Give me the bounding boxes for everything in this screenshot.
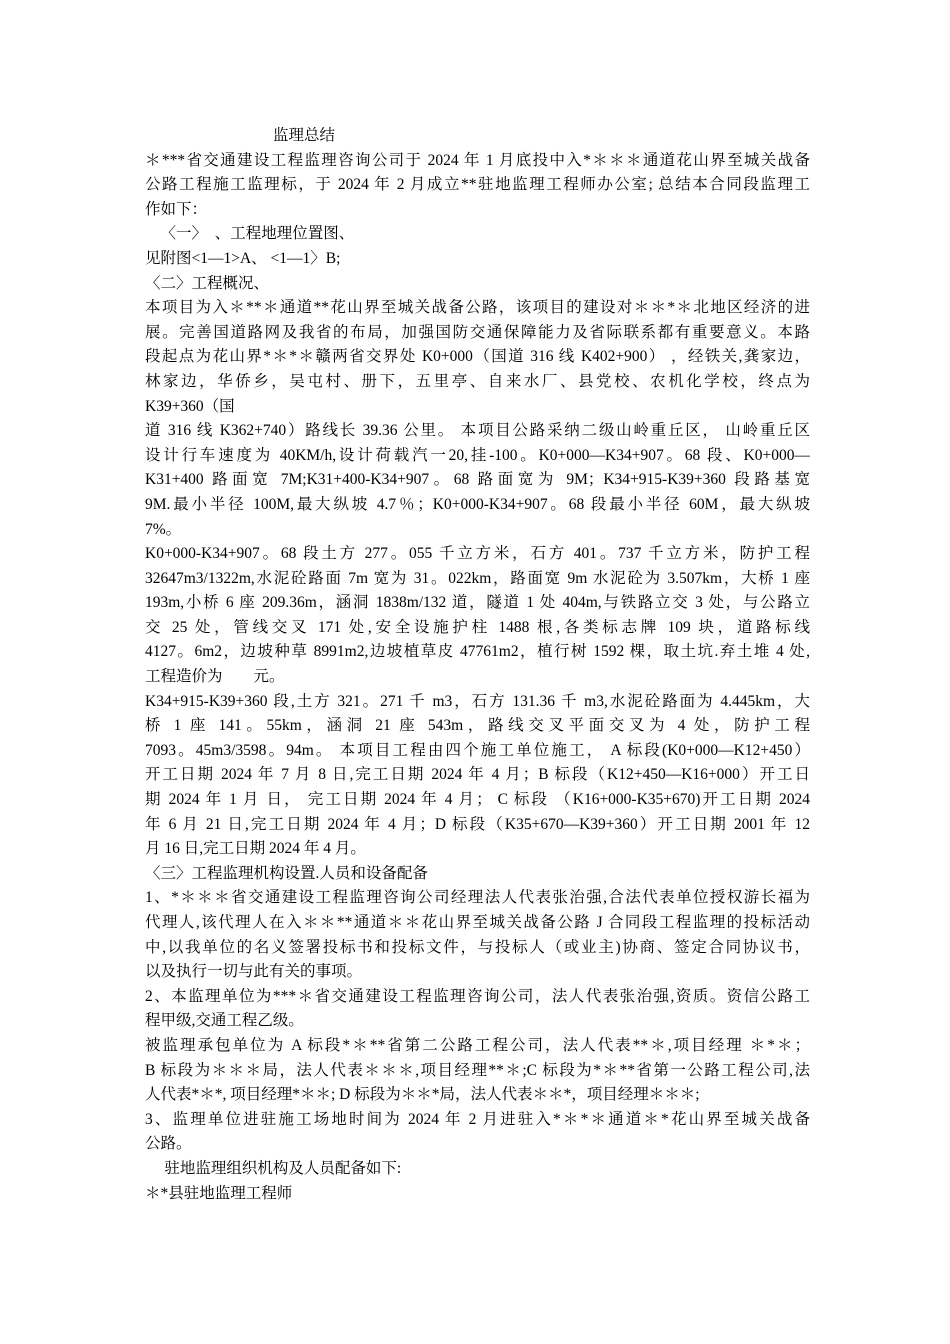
text-line: 道 316 线 K362+740）路线长 39.36 公里。 本项目公路采纳二级山岭重丘区， 山岭重丘区 (145, 422, 810, 440)
text-line: 见附图<1—1>A、 <1—1〉B; (145, 249, 341, 267)
text-line: 193m,小桥 6 座 209.36m，涵洞 1838m/132 道，隧道 1 处 404m,与铁路立交 3 处，与公路立 (145, 594, 810, 612)
text-line: 代理人,该代理人在入＊＊**通道＊＊花山界至城关战备公路 J 合同段工程监理的投标活动 (145, 914, 810, 931)
text-line: 〈三〉工程监理机构设置.人员和设备配备 (145, 864, 428, 882)
text-line: B 标段为＊＊＊局，法人代表＊＊＊,项目经理**＊;C 标段为*＊**省第一公路工程公司,法 (145, 1061, 810, 1079)
text-line: 公路。 (145, 1135, 192, 1153)
text-line: 年 6 月 21 日,完工日期 2024 年 4 月；D 标段（K35+670—K39+360）开工日期 2001 年 12 (145, 815, 810, 833)
text-line: 2、本监理单位为***＊省交通建设工程监理咨询公司，法人代表张治强,资质。资信公路工 (145, 987, 810, 1005)
text-line: 〈一〉 、工程地理位置图、 (145, 225, 355, 243)
text-line: 驻地监理组织机构及人员配备如下: (145, 1159, 402, 1177)
text-line: K39+360（国 (145, 397, 235, 415)
text-line: ＊***省交通建设工程监理咨询公司于 2024 年 1 月底投中入*＊＊＊通道花山界至城关战备 (145, 151, 810, 169)
text-line: 〈二〉工程概况、 (145, 274, 270, 292)
text-line: 32647m3/1322m,水泥砼路面 7m 宽为 31。022km，路面宽 9m 水泥砼为 3.507km，大桥 1 座 (145, 569, 810, 587)
text-line: 人代表*＊*, 项目经理*＊＊; D 标段为＊＊*局，法人代表＊＊*，项目经理＊＊＊; (145, 1086, 700, 1104)
text-line: 开工日期 2024 年 7 月 8 日,完工日期 2024 年 4 月；B 标段（K12+450—K16+000）开工日 (145, 766, 810, 784)
text-line: 林家边，华侨乡，吴屯村、册下，五里亭、自来水厂、县党校、农机化学校，终点为 (145, 372, 810, 390)
text-line: 3、监理单位进驻施工场地时间为 2024 年 2 月进驻入*＊*＊通道＊*花山界至城关战备 (145, 1110, 810, 1128)
document-page (145, 124, 810, 1206)
text-line: 设计行车速度为 40KM/h,设计荷载汽一20,挂-100。K0+000—K34+907。68 段、K0+000— (145, 446, 810, 464)
text-line: 以及执行一切与此有关的事项。 (145, 963, 363, 981)
text-line: 中,以我单位的名义签署投标书和投标文件，与投标人（或业主)协商、签定合同协议书， (145, 938, 810, 956)
text-line: K34+915-K39+360 段,土方 321。271 千 m3，石方 131.36 千 m3,水泥砼路面为 4.445km，大 (145, 692, 810, 710)
text-line: 展。完善国道路网及我省的布局，加强国防交通保障能力及省际联系都有重要意义。本路 (145, 323, 810, 341)
text-line: 9M.最小半径 100M,最大纵坡 4.7％；K0+000-K34+907。68 段最小半径 60M，最大纵坡 (145, 495, 810, 513)
text-line: 程甲级,交通工程乙级。 (145, 1012, 304, 1030)
text-line: 1、*＊＊＊省交通建设工程监理咨询公司经理法人代表张治强,合法代表单位授权游长福为 (145, 889, 810, 907)
text-line: 7093。45m3/3598。94m。 本项目工程由四个施工单位施工， A 标段(K0+000—K12+450） (145, 741, 810, 759)
text-line: 被监理承包单位为 A 标段*＊**省第二公路工程公司，法人代表**＊,项目经理 ＊*＊； (145, 1036, 810, 1054)
document-title: 监理总结 (273, 127, 336, 144)
text-line: 段起点为花山界*＊*＊赣两省交界处 K0+000（国道 316 线 K402+900） ，经铁关,龚家边， (145, 348, 810, 366)
text-line: 月 16 日,完工日期 2024 年 4 月。 (145, 840, 366, 858)
document-body (145, 149, 810, 1207)
text-line: K0+000-K34+907。68 段土方 277。055 千立方米，石方 401。737 千立方米，防护工程 (145, 545, 810, 563)
text-line: K31+400 路面宽 7M;K31+400-K34+907。68 路面宽为 9M；K34+915-K39+360 段路基宽 (145, 471, 810, 489)
text-line: 工程造价为 元。 (145, 668, 285, 686)
text-line: 7%。 (145, 520, 182, 538)
text-line: ＊*县驻地监理工程师 (145, 1184, 293, 1202)
text-line: 本项目为入＊**＊通道**花山界至城关战备公路，该项目的建设对＊＊*＊北地区经济的进 (145, 299, 810, 317)
text-line: 4127。6m2，边坡种草 8991m2,边坡植草皮 47761m2，植行树 1592 棵，取土坑.弃土堆 4 处, (145, 643, 810, 661)
text-line: 公路工程施工监理标，于 2024 年 2 月成立**驻地监理工程师办公室; 总结本合同段监理工 (145, 176, 810, 194)
text-line: 桥 1 座 141。55km，涵洞 21 座 543m，路线交叉平面交叉为 4 处，防护工程 (145, 717, 810, 735)
text-line: 作如下： (145, 200, 208, 218)
text-line: 期 2024 年 1 月 日， 完工日期 2024 年 4 月； C 标段 （K16+000-K35+670)开工日期 2024 (145, 791, 810, 809)
text-line: 交 25 处，管线交叉 171 处,安全设施护柱 1488 根,各类标志牌 109 块，道路标线 (145, 618, 810, 636)
